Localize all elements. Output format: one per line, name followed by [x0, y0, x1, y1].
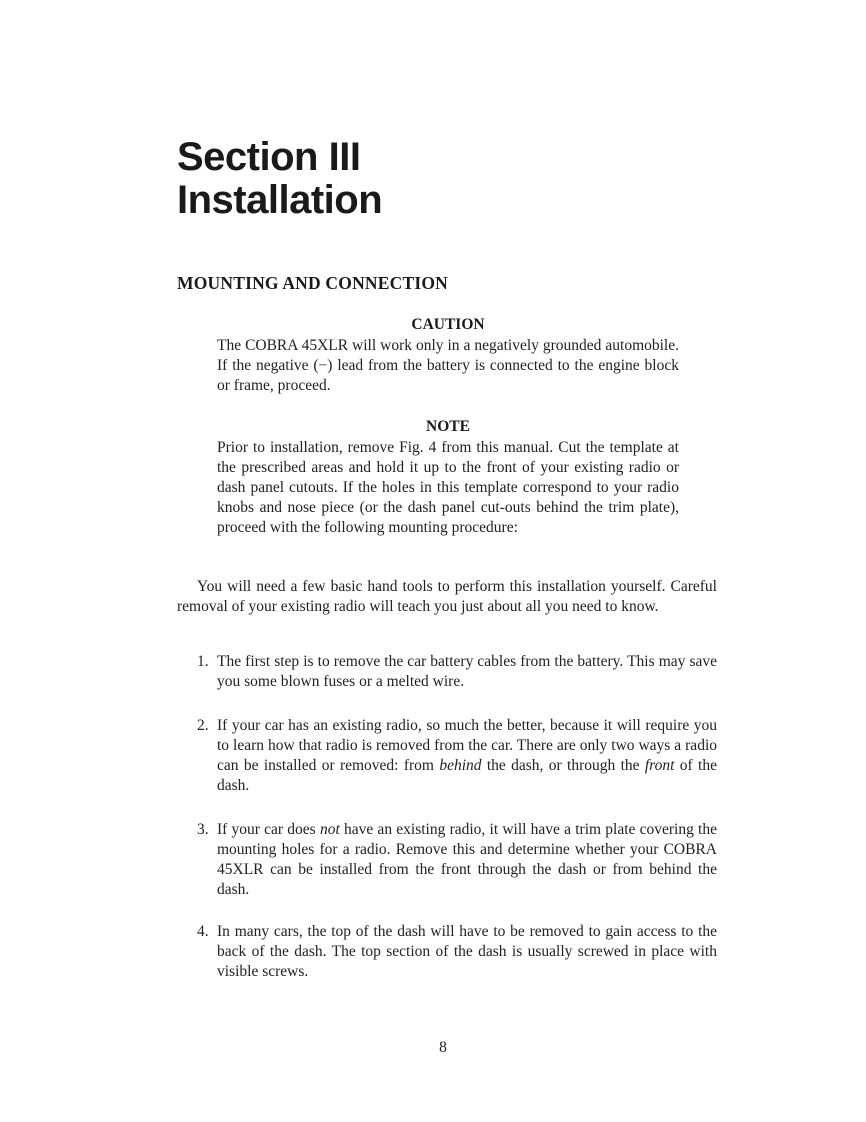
step-2 — [177, 716, 717, 796]
note-heading: NOTE — [426, 418, 470, 435]
caution-text: The COBRA 45XLR will work only in a negatively grounded automobile. If the negative (−) lead from the battery is connected to the engine block or frame, proceed. — [217, 337, 679, 394]
intro-paragraph: You will need a few basic hand tools to perform this installation yourself. Careful removal of your existing radio will teach you just about all you need to know. — [177, 578, 717, 615]
subheading: MOUNTING AND CONNECTION — [177, 273, 449, 293]
step-number: 4. — [197, 923, 209, 940]
section-number: Section III — [177, 135, 361, 179]
note-block — [217, 417, 679, 538]
caution-block — [217, 315, 679, 396]
step-1 — [177, 652, 717, 692]
note-text: Prior to installation, remove Fig. 4 from this manual. Cut the template at the prescribed areas and hold it up to the front of your existing radio or dash panel cutouts. If the holes in this template correspond to your radio knobs and nose piece (or the dash panel cut-outs behind the trim plate), proceed with the following mounting procedure: — [217, 439, 679, 536]
step-text: The first step is to remove the car battery cables from the battery. This may save you some blown fuses or a melted wire. — [217, 653, 717, 690]
step-3 — [177, 820, 717, 900]
step-number: 3. — [197, 821, 209, 838]
step-number: 1. — [197, 653, 209, 670]
step-text: If your car has an existing radio, so much the better, because it will require you to learn how that radio is removed from the car. There are only two ways a radio can be installed or removed: from behind the dash, or through the front of the dash. — [217, 717, 717, 794]
step-text: If your car does not have an existing radio, it will have a trim plate covering the mounting holes for a radio. Remove this and determine whether your COBRA 45XLR can be installed from the front through the dash or from behind the dash. — [217, 821, 717, 898]
step-number: 2. — [197, 717, 209, 734]
emphasis-front: front — [644, 757, 675, 774]
step-text: In many cars, the top of the dash will have to be removed to gain access to the back of the dash. The top section of the dash is usually screwed in place with visible screws. — [217, 923, 717, 980]
step-4 — [177, 922, 717, 982]
section-title — [177, 136, 382, 222]
emphasis-not: not — [319, 821, 340, 838]
section-name: Installation — [177, 178, 383, 222]
page-number: 8 — [439, 1039, 447, 1056]
caution-heading: CAUTION — [411, 316, 485, 333]
emphasis-behind: behind — [439, 757, 482, 774]
